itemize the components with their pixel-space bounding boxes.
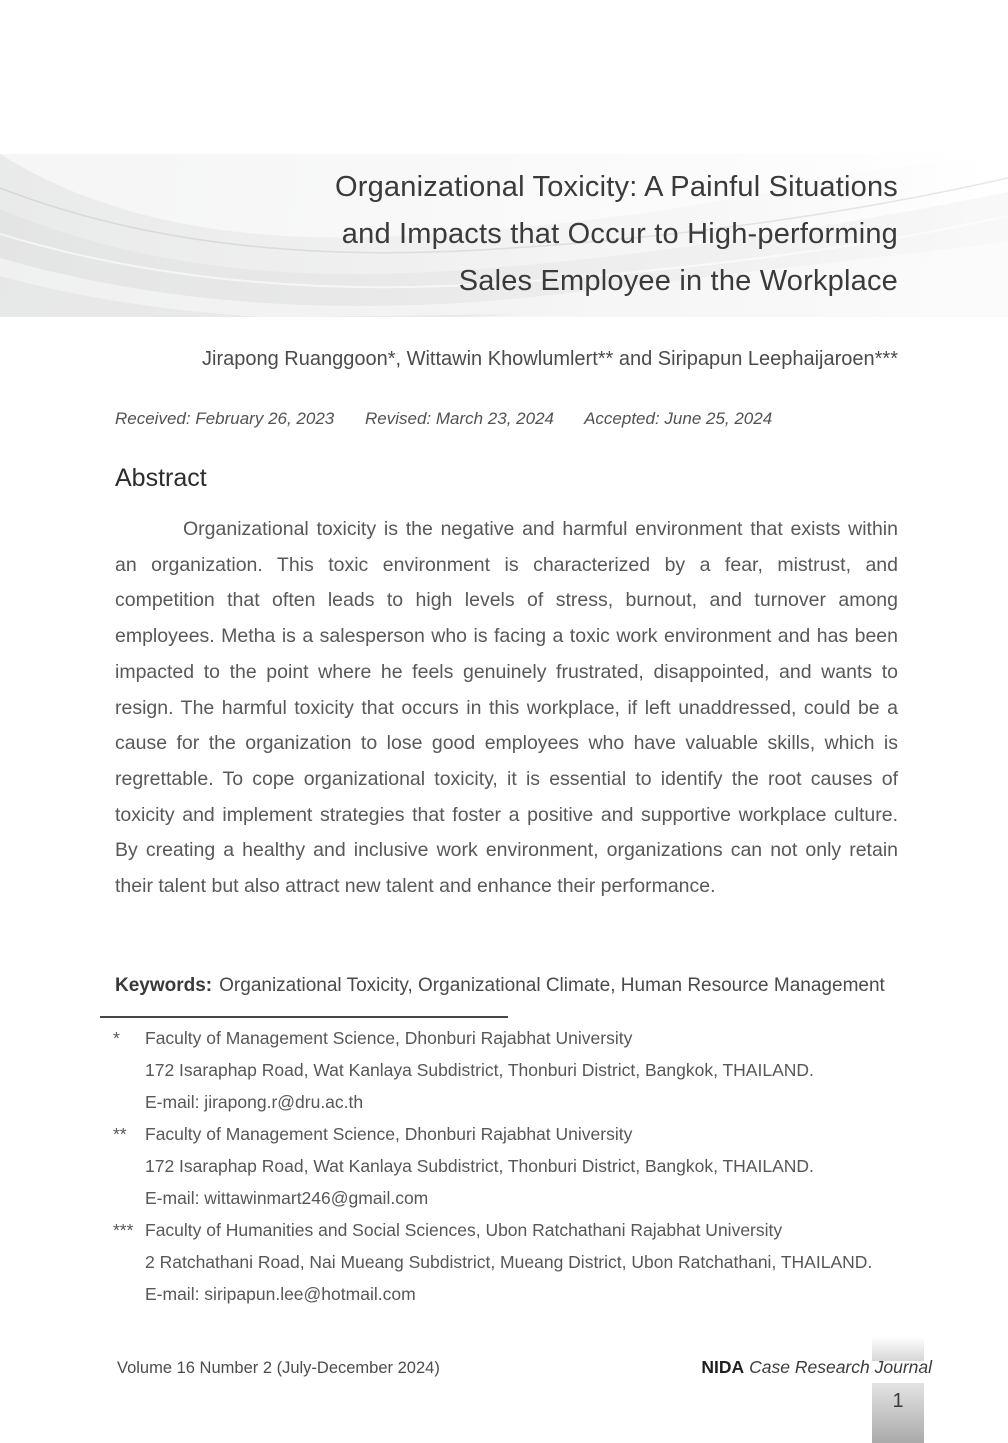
footnote-address: 172 Isaraphap Road, Wat Kanlaya Subdistrict, Thonburi District, Bangkok, THAILAND. xyxy=(145,1060,814,1080)
title-banner xyxy=(0,154,1008,317)
footnote-affiliation: Faculty of Management Science, Dhonburi Rajabhat University xyxy=(145,1028,633,1048)
abstract-text: Organizational toxicity is the negative and harmful environment that exists within an organization. This toxic environment is characterized by a fear, mistrust, and competition that often leads to high levels of stress, burnout, and turnover among employees. Metha is a salesperson who is facing a toxic work environment and has been impacted to the point where he feels genuinely frustrated, disappointed, and wants to resign. The harmful toxicity that occurs in this workplace, if left unaddressed, could be a cause for the organization to lose good employees who have valuable skills, which is regrettable. To cope organizational toxicity, it is essential to identify the root causes of toxicity and implement strategies that foster a positive and supportive workplace culture. By creating a healthy and inclusive work environment, organizations can not only retain their talent but also attract new talent and enhance their performance. xyxy=(115,518,898,898)
accepted-date: Accepted: June 25, 2024 xyxy=(584,409,773,428)
footnote-marker: ** xyxy=(113,1124,127,1144)
footnotes xyxy=(113,1022,923,1310)
keywords-label: Keywords: xyxy=(115,975,213,996)
footnote-affiliation-row xyxy=(113,1214,923,1246)
keywords-line xyxy=(115,975,885,997)
journal-name-italic: Case Research Journal xyxy=(749,1357,932,1377)
authors-line: Jirapong Ruanggoon*, Wittawin Khowlumlert** and Siripapun Leephaijaroen*** xyxy=(202,348,898,370)
abstract-heading: Abstract xyxy=(115,464,207,492)
page-number-band xyxy=(872,1337,924,1443)
article-title-line: and Impacts that Occur to High-performing xyxy=(341,218,898,250)
footnote-block xyxy=(113,1214,923,1310)
footnote-separator xyxy=(100,1016,508,1018)
footnote-email: E-mail: wittawinmart246@gmail.com xyxy=(145,1188,429,1208)
journal-name-bold: NIDA xyxy=(701,1357,745,1377)
footnote-address: 2 Ratchathani Road, Nai Mueang Subdistrict, Mueang District, Ubon Ratchathani, THAILAND. xyxy=(145,1252,873,1272)
footnote-affiliation: Faculty of Management Science, Dhonburi Rajabhat University xyxy=(145,1124,633,1144)
article-title-line: Organizational Toxicity: A Painful Situations xyxy=(334,171,898,203)
article-history xyxy=(115,409,772,429)
received-date: Received: February 26, 2023 xyxy=(115,409,335,428)
footnote-marker: *** xyxy=(113,1220,134,1240)
page-number: 1 xyxy=(892,1390,904,1412)
footnote-affiliation: Faculty of Humanities and Social Sciences, Ubon Ratchathani Rajabhat University xyxy=(145,1220,783,1240)
revised-date: Revised: March 23, 2024 xyxy=(364,409,554,428)
footer-volume: Volume 16 Number 2 (July-December 2024) xyxy=(117,1359,440,1377)
keywords-text: Organizational Toxicity, Organizational Climate, Human Resource Management xyxy=(219,975,885,996)
footnote-affiliation-row xyxy=(113,1118,923,1150)
footnote-block xyxy=(113,1022,923,1118)
article-title-line: Sales Employee in the Workplace xyxy=(458,265,898,297)
footer-journal-name xyxy=(701,1357,932,1378)
footnote-email: E-mail: jirapong.r@dru.ac.th xyxy=(145,1092,364,1112)
footnote-address: 172 Isaraphap Road, Wat Kanlaya Subdistrict, Thonburi District, Bangkok, THAILAND. xyxy=(145,1156,814,1176)
article-title xyxy=(0,164,898,305)
footnote-block xyxy=(113,1118,923,1214)
footnote-marker: * xyxy=(113,1028,120,1048)
footnote-affiliation-row xyxy=(113,1022,923,1054)
footnote-email: E-mail: siripapun.lee@hotmail.com xyxy=(145,1284,416,1304)
page-number-box xyxy=(872,1383,924,1443)
